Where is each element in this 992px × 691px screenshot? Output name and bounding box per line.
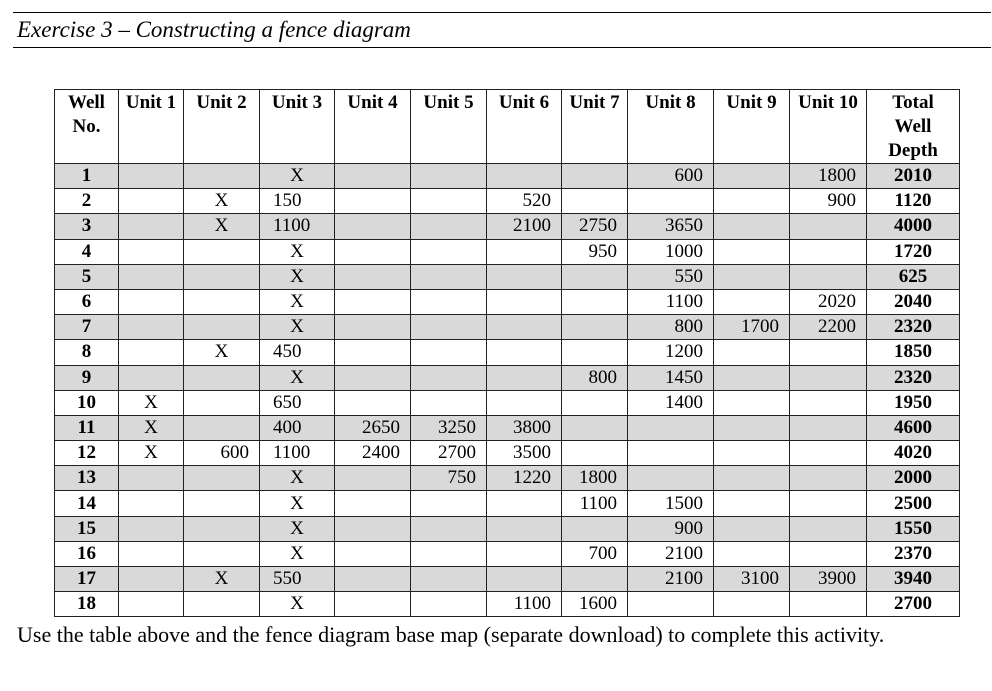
unit-1-cell: [119, 264, 184, 289]
well-number-cell: 1: [55, 164, 119, 189]
table-row: [55, 441, 960, 466]
unit-3-cell: 650: [260, 390, 335, 415]
unit-4-cell: [335, 466, 411, 491]
unit-6-cell: [487, 491, 562, 516]
unit-1-cell: X: [119, 441, 184, 466]
unit-1-cell: [119, 516, 184, 541]
unit-1-cell: [119, 239, 184, 264]
total-depth-cell: 2010: [867, 164, 960, 189]
unit-2-cell: [184, 365, 260, 390]
unit-9-cell: [714, 592, 790, 617]
unit-5-cell: [411, 289, 487, 314]
instructions-text: Use the table above and the fence diagram base map (separate download) to complete this activity.: [17, 622, 885, 647]
unit-3-cell: 1100: [260, 441, 335, 466]
header-unit-7: Unit 7: [562, 90, 628, 164]
unit-1-cell: [119, 164, 184, 189]
total-depth-cell: 1120: [867, 189, 960, 214]
unit-6-cell: [487, 541, 562, 566]
total-depth-cell: 4020: [867, 441, 960, 466]
unit-2-cell: [184, 239, 260, 264]
unit-9-cell: 1700: [714, 315, 790, 340]
unit-2-cell: [184, 264, 260, 289]
unit-7-cell: [562, 390, 628, 415]
header-row: [55, 90, 960, 164]
unit-8-cell: [628, 189, 714, 214]
unit-7-cell: [562, 441, 628, 466]
unit-5-cell: [411, 189, 487, 214]
unit-2-cell: X: [184, 340, 260, 365]
unit-8-cell: 2100: [628, 541, 714, 566]
unit-4-cell: 2650: [335, 415, 411, 440]
unit-6-cell: [487, 340, 562, 365]
unit-3-cell: 400: [260, 415, 335, 440]
unit-4-cell: 2400: [335, 441, 411, 466]
unit-6-cell: [487, 365, 562, 390]
unit-5-cell: [411, 365, 487, 390]
title-bar: [13, 12, 991, 48]
unit-10-cell: [790, 516, 867, 541]
well-number-cell: 6: [55, 289, 119, 314]
well-number-cell: 8: [55, 340, 119, 365]
unit-8-cell: 1450: [628, 365, 714, 390]
unit-9-cell: [714, 289, 790, 314]
total-depth-cell: 2500: [867, 491, 960, 516]
unit-2-cell: X: [184, 189, 260, 214]
unit-7-cell: [562, 516, 628, 541]
total-depth-cell: 2040: [867, 289, 960, 314]
unit-9-cell: [714, 264, 790, 289]
unit-7-cell: [562, 340, 628, 365]
table-row: [55, 340, 960, 365]
unit-10-cell: [790, 214, 867, 239]
unit-9-cell: [714, 466, 790, 491]
unit-1-cell: [119, 491, 184, 516]
well-number-cell: 14: [55, 491, 119, 516]
unit-4-cell: [335, 214, 411, 239]
unit-4-cell: [335, 541, 411, 566]
unit-3-cell: X: [260, 365, 335, 390]
table-row: [55, 214, 960, 239]
well-number-cell: 9: [55, 365, 119, 390]
unit-1-cell: [119, 340, 184, 365]
table-row: [55, 592, 960, 617]
table-body: [55, 164, 960, 617]
unit-5-cell: 3250: [411, 415, 487, 440]
unit-9-cell: [714, 164, 790, 189]
unit-4-cell: [335, 592, 411, 617]
unit-4-cell: [335, 189, 411, 214]
unit-2-cell: [184, 315, 260, 340]
header-unit-6: Unit 6: [487, 90, 562, 164]
unit-9-cell: [714, 541, 790, 566]
table-row: [55, 315, 960, 340]
unit-5-cell: [411, 340, 487, 365]
unit-9-cell: [714, 340, 790, 365]
total-depth-cell: 4000: [867, 214, 960, 239]
unit-10-cell: [790, 466, 867, 491]
unit-5-cell: 750: [411, 466, 487, 491]
unit-5-cell: [411, 541, 487, 566]
unit-9-cell: [714, 415, 790, 440]
unit-7-cell: 950: [562, 239, 628, 264]
unit-7-cell: [562, 189, 628, 214]
header-unit-4: Unit 4: [335, 90, 411, 164]
unit-10-cell: [790, 441, 867, 466]
unit-9-cell: [714, 365, 790, 390]
unit-8-cell: 550: [628, 264, 714, 289]
unit-7-cell: 1100: [562, 491, 628, 516]
unit-10-cell: [790, 491, 867, 516]
total-depth-cell: 2320: [867, 365, 960, 390]
unit-9-cell: [714, 516, 790, 541]
table-row: [55, 239, 960, 264]
well-number-cell: 17: [55, 567, 119, 592]
unit-2-cell: X: [184, 567, 260, 592]
unit-5-cell: [411, 214, 487, 239]
unit-7-cell: [562, 315, 628, 340]
unit-5-cell: [411, 516, 487, 541]
unit-6-cell: 520: [487, 189, 562, 214]
unit-4-cell: [335, 365, 411, 390]
unit-3-cell: X: [260, 315, 335, 340]
unit-3-cell: X: [260, 592, 335, 617]
header-unit-2: Unit 2: [184, 90, 260, 164]
unit-10-cell: [790, 239, 867, 264]
unit-10-cell: [790, 592, 867, 617]
unit-4-cell: [335, 340, 411, 365]
unit-5-cell: [411, 390, 487, 415]
unit-6-cell: 3800: [487, 415, 562, 440]
unit-2-cell: [184, 390, 260, 415]
unit-8-cell: 3650: [628, 214, 714, 239]
unit-1-cell: [119, 466, 184, 491]
unit-10-cell: 2020: [790, 289, 867, 314]
well-number-cell: 18: [55, 592, 119, 617]
well-number-cell: 7: [55, 315, 119, 340]
unit-8-cell: 1100: [628, 289, 714, 314]
table-row: [55, 289, 960, 314]
unit-4-cell: [335, 491, 411, 516]
unit-9-cell: 3100: [714, 567, 790, 592]
header-unit-1: Unit 1: [119, 90, 184, 164]
unit-3-cell: X: [260, 466, 335, 491]
well-number-cell: 3: [55, 214, 119, 239]
unit-4-cell: [335, 567, 411, 592]
unit-3-cell: X: [260, 541, 335, 566]
unit-6-cell: [487, 390, 562, 415]
total-depth-cell: 1850: [867, 340, 960, 365]
unit-10-cell: 2200: [790, 315, 867, 340]
header-unit-10: Unit 10: [790, 90, 867, 164]
table-row: [55, 390, 960, 415]
unit-4-cell: [335, 516, 411, 541]
unit-5-cell: [411, 264, 487, 289]
unit-8-cell: [628, 441, 714, 466]
unit-10-cell: [790, 390, 867, 415]
unit-9-cell: [714, 214, 790, 239]
unit-3-cell: 450: [260, 340, 335, 365]
well-number-cell: 2: [55, 189, 119, 214]
header-unit-3: Unit 3: [260, 90, 335, 164]
unit-1-cell: [119, 315, 184, 340]
unit-8-cell: 900: [628, 516, 714, 541]
well-number-cell: 12: [55, 441, 119, 466]
unit-1-cell: [119, 541, 184, 566]
unit-10-cell: [790, 415, 867, 440]
unit-4-cell: [335, 164, 411, 189]
unit-6-cell: [487, 289, 562, 314]
unit-8-cell: [628, 415, 714, 440]
unit-5-cell: [411, 491, 487, 516]
unit-2-cell: [184, 164, 260, 189]
unit-9-cell: [714, 441, 790, 466]
header-total-depth: [867, 90, 960, 164]
unit-9-cell: [714, 189, 790, 214]
total-depth-cell: 2320: [867, 315, 960, 340]
unit-5-cell: [411, 592, 487, 617]
unit-4-cell: [335, 289, 411, 314]
unit-3-cell: X: [260, 239, 335, 264]
unit-2-cell: [184, 491, 260, 516]
table-row: [55, 516, 960, 541]
unit-6-cell: [487, 239, 562, 264]
unit-10-cell: 1800: [790, 164, 867, 189]
unit-3-cell: X: [260, 516, 335, 541]
well-number-cell: 11: [55, 415, 119, 440]
total-depth-cell: 2370: [867, 541, 960, 566]
unit-3-cell: X: [260, 491, 335, 516]
unit-6-cell: 1220: [487, 466, 562, 491]
total-depth-cell: 1550: [867, 516, 960, 541]
unit-7-cell: [562, 164, 628, 189]
unit-8-cell: 1400: [628, 390, 714, 415]
unit-10-cell: [790, 264, 867, 289]
unit-4-cell: [335, 315, 411, 340]
unit-2-cell: [184, 466, 260, 491]
unit-8-cell: 600: [628, 164, 714, 189]
total-depth-cell: 2000: [867, 466, 960, 491]
header-total-label: Total Well Depth: [888, 92, 938, 161]
well-number-cell: 15: [55, 516, 119, 541]
total-depth-cell: 4600: [867, 415, 960, 440]
unit-9-cell: [714, 239, 790, 264]
unit-7-cell: [562, 264, 628, 289]
unit-10-cell: [790, 541, 867, 566]
unit-2-cell: [184, 592, 260, 617]
unit-3-cell: X: [260, 164, 335, 189]
unit-9-cell: [714, 491, 790, 516]
unit-7-cell: [562, 415, 628, 440]
unit-8-cell: 800: [628, 315, 714, 340]
unit-7-cell: 1800: [562, 466, 628, 491]
table-row: [55, 415, 960, 440]
header-unit-5: Unit 5: [411, 90, 487, 164]
unit-4-cell: [335, 239, 411, 264]
total-depth-cell: 1950: [867, 390, 960, 415]
unit-7-cell: 800: [562, 365, 628, 390]
table-row: [55, 491, 960, 516]
unit-6-cell: [487, 264, 562, 289]
unit-6-cell: [487, 315, 562, 340]
table-row: [55, 541, 960, 566]
unit-8-cell: [628, 466, 714, 491]
unit-2-cell: [184, 516, 260, 541]
table-row: [55, 189, 960, 214]
unit-6-cell: [487, 516, 562, 541]
unit-1-cell: [119, 365, 184, 390]
unit-8-cell: 2100: [628, 567, 714, 592]
unit-3-cell: X: [260, 289, 335, 314]
unit-2-cell: X: [184, 214, 260, 239]
page-title: Exercise 3 – Constructing a fence diagram: [17, 17, 411, 42]
well-number-cell: 5: [55, 264, 119, 289]
table-row: [55, 264, 960, 289]
unit-1-cell: [119, 289, 184, 314]
unit-6-cell: [487, 164, 562, 189]
unit-1-cell: [119, 592, 184, 617]
unit-3-cell: 150: [260, 189, 335, 214]
unit-5-cell: [411, 315, 487, 340]
unit-8-cell: 1000: [628, 239, 714, 264]
unit-1-cell: X: [119, 415, 184, 440]
unit-8-cell: [628, 592, 714, 617]
unit-1-cell: [119, 567, 184, 592]
unit-6-cell: 1100: [487, 592, 562, 617]
unit-10-cell: 3900: [790, 567, 867, 592]
unit-5-cell: [411, 164, 487, 189]
total-depth-cell: 3940: [867, 567, 960, 592]
unit-5-cell: 2700: [411, 441, 487, 466]
header-unit-9: Unit 9: [714, 90, 790, 164]
unit-1-cell: [119, 214, 184, 239]
unit-10-cell: [790, 365, 867, 390]
unit-7-cell: [562, 289, 628, 314]
table-row: [55, 365, 960, 390]
well-number-cell: 10: [55, 390, 119, 415]
unit-3-cell: 1100: [260, 214, 335, 239]
total-depth-cell: 2700: [867, 592, 960, 617]
unit-5-cell: [411, 567, 487, 592]
unit-7-cell: 2750: [562, 214, 628, 239]
total-depth-cell: 1720: [867, 239, 960, 264]
unit-5-cell: [411, 239, 487, 264]
unit-10-cell: 900: [790, 189, 867, 214]
unit-2-cell: [184, 415, 260, 440]
total-depth-cell: 625: [867, 264, 960, 289]
unit-10-cell: [790, 340, 867, 365]
unit-7-cell: [562, 567, 628, 592]
header-well-no: [55, 90, 119, 164]
unit-6-cell: [487, 567, 562, 592]
table-row: [55, 164, 960, 189]
unit-9-cell: [714, 390, 790, 415]
unit-1-cell: [119, 189, 184, 214]
unit-2-cell: [184, 289, 260, 314]
unit-8-cell: 1200: [628, 340, 714, 365]
table-row: [55, 466, 960, 491]
unit-6-cell: 3500: [487, 441, 562, 466]
unit-7-cell: 1600: [562, 592, 628, 617]
well-number-cell: 16: [55, 541, 119, 566]
unit-8-cell: 1500: [628, 491, 714, 516]
unit-1-cell: X: [119, 390, 184, 415]
well-number-cell: 13: [55, 466, 119, 491]
table-row: [55, 567, 960, 592]
unit-4-cell: [335, 390, 411, 415]
unit-3-cell: X: [260, 264, 335, 289]
unit-7-cell: 700: [562, 541, 628, 566]
unit-2-cell: [184, 541, 260, 566]
well-table: [54, 89, 960, 617]
header-unit-8: Unit 8: [628, 90, 714, 164]
well-number-cell: 4: [55, 239, 119, 264]
unit-2-cell: 600: [184, 441, 260, 466]
unit-4-cell: [335, 264, 411, 289]
header-well-label: Well No.: [68, 92, 105, 137]
unit-6-cell: 2100: [487, 214, 562, 239]
unit-3-cell: 550: [260, 567, 335, 592]
